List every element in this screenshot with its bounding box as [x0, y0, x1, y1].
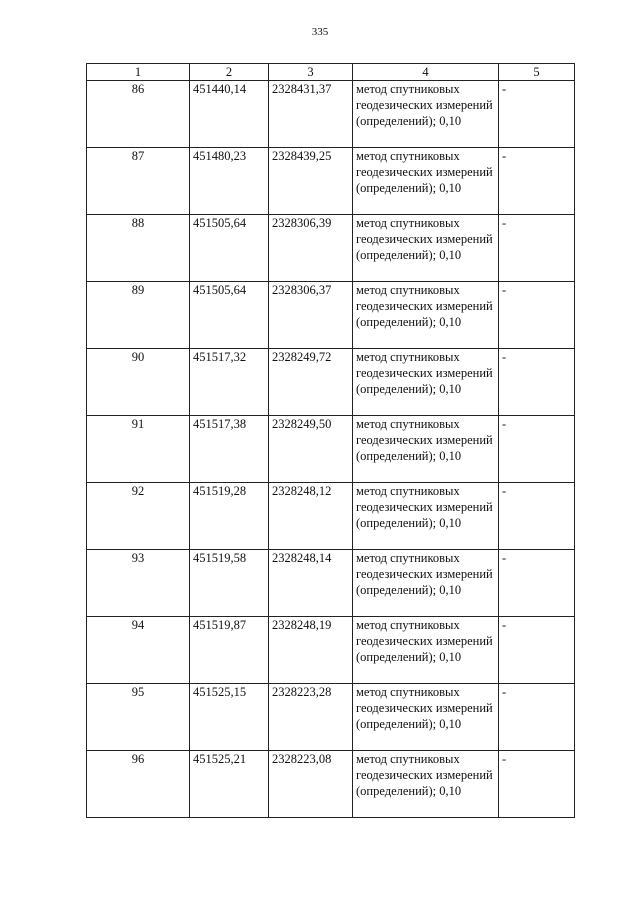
table-row	[87, 483, 575, 550]
method-cell: метод спутниковых геодезических измерений (определений); 0,10	[353, 349, 499, 416]
table-row	[87, 81, 575, 148]
method-cell: метод спутниковых геодезических измерений (определений); 0,10	[353, 148, 499, 215]
point-number-cell: 86	[87, 81, 190, 148]
point-number-cell: 89	[87, 282, 190, 349]
method-cell: метод спутниковых геодезических измерений (определений); 0,10	[353, 81, 499, 148]
x-coordinate-cell: 451519,87	[190, 617, 269, 684]
note-cell: -	[499, 550, 575, 617]
table-row	[87, 617, 575, 684]
y-coordinate-cell: 2328248,12	[269, 483, 353, 550]
x-coordinate-cell: 451517,38	[190, 416, 269, 483]
x-coordinate-cell: 451505,64	[190, 282, 269, 349]
point-number-cell: 93	[87, 550, 190, 617]
x-coordinate-cell: 451517,32	[190, 349, 269, 416]
method-cell: метод спутниковых геодезических измерений (определений); 0,10	[353, 617, 499, 684]
y-coordinate-cell: 2328223,28	[269, 684, 353, 751]
column-header-2: 2	[190, 64, 269, 81]
point-number-cell: 87	[87, 148, 190, 215]
note-cell: -	[499, 751, 575, 818]
y-coordinate-cell: 2328306,37	[269, 282, 353, 349]
coordinates-table	[86, 63, 575, 818]
y-coordinate-cell: 2328249,72	[269, 349, 353, 416]
column-header-3: 3	[269, 64, 353, 81]
column-header-5: 5	[499, 64, 575, 81]
table-row	[87, 215, 575, 282]
page-number: 335	[311, 26, 329, 38]
x-coordinate-cell: 451505,64	[190, 215, 269, 282]
column-header-4: 4	[353, 64, 499, 81]
note-cell: -	[499, 282, 575, 349]
point-number-cell: 91	[87, 416, 190, 483]
point-number-cell: 90	[87, 349, 190, 416]
y-coordinate-cell: 2328249,50	[269, 416, 353, 483]
note-cell: -	[499, 617, 575, 684]
y-coordinate-cell: 2328223,08	[269, 751, 353, 818]
x-coordinate-cell: 451525,21	[190, 751, 269, 818]
method-cell: метод спутниковых геодезических измерений (определений); 0,10	[353, 684, 499, 751]
method-cell: метод спутниковых геодезических измерений (определений); 0,10	[353, 215, 499, 282]
table-row	[87, 751, 575, 818]
method-cell: метод спутниковых геодезических измерений (определений); 0,10	[353, 550, 499, 617]
table-row	[87, 416, 575, 483]
note-cell: -	[499, 148, 575, 215]
method-cell: метод спутниковых геодезических измерений (определений); 0,10	[353, 416, 499, 483]
x-coordinate-cell: 451519,28	[190, 483, 269, 550]
y-coordinate-cell: 2328248,19	[269, 617, 353, 684]
y-coordinate-cell: 2328306,39	[269, 215, 353, 282]
x-coordinate-cell: 451480,23	[190, 148, 269, 215]
table-row	[87, 550, 575, 617]
method-cell: метод спутниковых геодезических измерений (определений); 0,10	[353, 282, 499, 349]
point-number-cell: 88	[87, 215, 190, 282]
note-cell: -	[499, 416, 575, 483]
point-number-cell: 94	[87, 617, 190, 684]
y-coordinate-cell: 2328439,25	[269, 148, 353, 215]
point-number-cell: 95	[87, 684, 190, 751]
x-coordinate-cell: 451519,58	[190, 550, 269, 617]
table-header-row	[87, 64, 575, 81]
y-coordinate-cell: 2328431,37	[269, 81, 353, 148]
x-coordinate-cell: 451525,15	[190, 684, 269, 751]
table-body	[87, 81, 575, 818]
column-header-1: 1	[87, 64, 190, 81]
note-cell: -	[499, 349, 575, 416]
y-coordinate-cell: 2328248,14	[269, 550, 353, 617]
note-cell: -	[499, 483, 575, 550]
table-row	[87, 349, 575, 416]
point-number-cell: 96	[87, 751, 190, 818]
x-coordinate-cell: 451440,14	[190, 81, 269, 148]
method-cell: метод спутниковых геодезических измерений (определений); 0,10	[353, 751, 499, 818]
method-cell: метод спутниковых геодезических измерений (определений); 0,10	[353, 483, 499, 550]
point-number-cell: 92	[87, 483, 190, 550]
note-cell: -	[499, 684, 575, 751]
note-cell: -	[499, 81, 575, 148]
table-row	[87, 148, 575, 215]
note-cell: -	[499, 215, 575, 282]
table-row	[87, 282, 575, 349]
table-row	[87, 684, 575, 751]
